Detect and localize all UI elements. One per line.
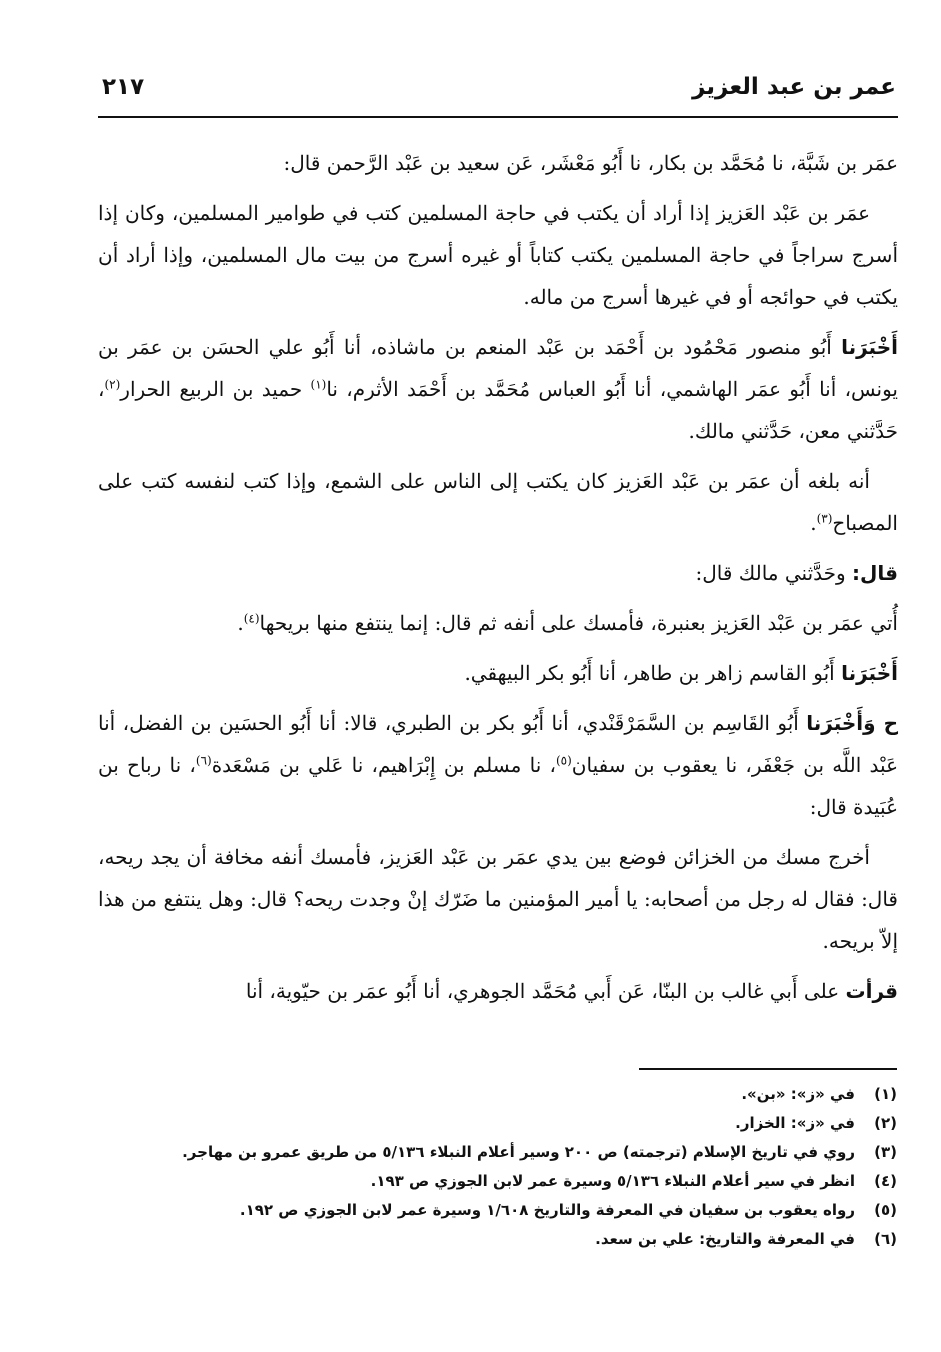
- footnote-item: [97, 1225, 897, 1254]
- paragraph-text: أَبُو القاسم زاهر بن طاهر، أنا أَبُو بكر البيهقي.: [464, 661, 842, 685]
- footnote-ref: (٤): [243, 611, 260, 626]
- paragraph-keyword: أَخْبَرَنا: [841, 335, 898, 359]
- footnote-separator: [639, 1068, 897, 1070]
- footnote-number: (١): [874, 1085, 897, 1103]
- paragraph-text-end: .: [810, 511, 817, 535]
- footnote-ref: (٦): [195, 753, 212, 768]
- paragraph-isnad-1: [98, 142, 898, 184]
- paragraph-keyword: قال:: [852, 561, 898, 585]
- paragraph-text: عمَر بن شَبَّة، نا مُحَمَّد بن بكار، نا أَبُو مَعْشَر، عَن سعيد بن عَبْد الرَّحمن قال:: [283, 151, 898, 175]
- main-text: [98, 142, 898, 1020]
- paragraph-text: وحَدَّثني مالك قال:: [695, 561, 853, 585]
- paragraph-text-after: ، نا مسلم بن إِبْرَاهيم، نا عَلي بن مَسْعَدة: [211, 753, 556, 777]
- paragraph-isnad-2: [98, 326, 898, 452]
- footnote-item: [97, 1138, 897, 1167]
- footnote-text: في المعرفة والتاريخ: علي بن سعد.: [595, 1230, 855, 1248]
- paragraph-text: أَبُو القَاسِم بن السَّمَرْقَنْدي، أنا أَبُو بكر بن الطبري، قالا: أنا أَبُو الحسَين بن الفضل، أنا عَبْد اللَّه بن جَعْفَر، نا يعقوب بن سفيان: [98, 711, 899, 777]
- footnote-number: (٥): [874, 1201, 897, 1219]
- paragraph-text: أُتي عمَر بن عَبْد العَزيز بعنبرة، فأمسك على أنفه ثم قال: إنما ينتفع منها بريحها: [259, 611, 898, 635]
- footnote-ref: (٣): [816, 511, 833, 526]
- footnote-text: في «ز»: «بن».: [741, 1085, 855, 1103]
- running-title: عمر بن عبد العزيز: [692, 74, 896, 100]
- paragraph-text: على أَبي غالب بن البنّا، عَن أَبي مُحَمَّد الجوهري، أنا أَبُو عمَر بن حيّوية، أنا: [245, 979, 846, 1003]
- footnote-item: [97, 1109, 897, 1138]
- paragraph-text-end: ، حَدَّثني معن، حَدَّثني مالك.: [98, 377, 898, 443]
- paragraph-narration-1: [98, 192, 898, 318]
- paragraph-isnad-5: [98, 702, 898, 828]
- footnote-ref: (١): [310, 377, 327, 392]
- page-number: ٢١٧: [102, 74, 145, 100]
- paragraph-text-end: .: [237, 611, 244, 635]
- footnote-text: في «ز»: الخزار.: [735, 1114, 855, 1132]
- paragraph-narration-4: [98, 836, 898, 962]
- paragraph-text: أنه بلغه أن عمَر بن عَبْد العَزيز كان يكتب إلى الناس على الشمع، وإذا كتب لنفسه كتب على المصباح: [98, 469, 898, 535]
- paragraph-keyword: قرأت: [845, 979, 898, 1003]
- paragraph-isnad-4: [98, 652, 898, 694]
- paragraph-text-after: حميد بن الربيع الحرار: [120, 377, 311, 401]
- paragraph-isnad-3: [98, 552, 898, 594]
- footnote-ref: (٢): [104, 377, 121, 392]
- paragraph-narration-3: [98, 602, 898, 644]
- paragraph-narration-2: [98, 460, 898, 544]
- paragraph-isnad-6: [98, 970, 898, 1012]
- page-header: [98, 72, 898, 118]
- footnote-item: [97, 1167, 897, 1196]
- footnote-number: (٤): [874, 1172, 897, 1190]
- paragraph-keyword: ح وَأَخْبَرَنا: [806, 711, 899, 735]
- paragraph-text: أخرج مسك من الخزائن فوضع بين يدي عمَر بن عَبْد العَزيز، فأمسك أنفه مخافة أن يجد ريحه، قال: فقال له رجل من أصحابه: يا أمير المؤمنين ما ضَرّك إنْ وجدت ريحه؟ قال: وهل ينتفع من هذا إلاّ بريحه.: [98, 845, 898, 953]
- footnote-number: (٣): [874, 1143, 897, 1161]
- paragraph-text: عمَر بن عَبْد العَزيز إذا أراد أن يكتب في حاجة المسلمين كتب في طوامير المسلمين، وكان إذا أسرج سراجاً في حاجة المسلمين يكتب كتاباً أو غيره أسرج من بيت مال المسلمين، وإذا أراد أن يكتب في حوائجه أو في غيرها أسرج من ماله.: [98, 201, 898, 309]
- paragraph-text: أَبُو منصور مَحْمُود بن أَحْمَد بن عَبْد المنعم بن ماشاذه، أنا أَبُو علي الحسَن بن عمَر بن يونس، أنا أَبُو عمَر الهاشمي، أنا أَبُو العباس مُحَمَّد بن أَحْمَد الأثرم، نا: [98, 335, 898, 401]
- footnote-number: (٢): [874, 1114, 897, 1132]
- paragraph-text-end: ، نا رباح بن عُبَيدة قال:: [98, 753, 898, 819]
- footnote-item: [97, 1196, 897, 1225]
- footnote-item: [97, 1080, 897, 1109]
- footnotes: [97, 1080, 897, 1254]
- footnote-number: (٦): [874, 1230, 897, 1248]
- paragraph-keyword: أَخْبَرَنا: [841, 661, 898, 685]
- footnote-text: رواه يعقوب بن سفيان في المعرفة والتاريخ ١/٦٠٨ وسيرة عمر لابن الجوزي ص ١٩٢.: [239, 1201, 855, 1219]
- footnote-text: انظر في سير أعلام النبلاء ٥/١٣٦ وسيرة عمر لابن الجوزي ص ١٩٣.: [370, 1172, 855, 1190]
- footnote-text: روي في تاريخ الإسلام (ترجمته) ص ٢٠٠ وسير أعلام النبلاء ٥/١٣٦ من طريق عمرو بن مهاجر.: [182, 1143, 855, 1161]
- footnote-ref: (٥): [555, 753, 572, 768]
